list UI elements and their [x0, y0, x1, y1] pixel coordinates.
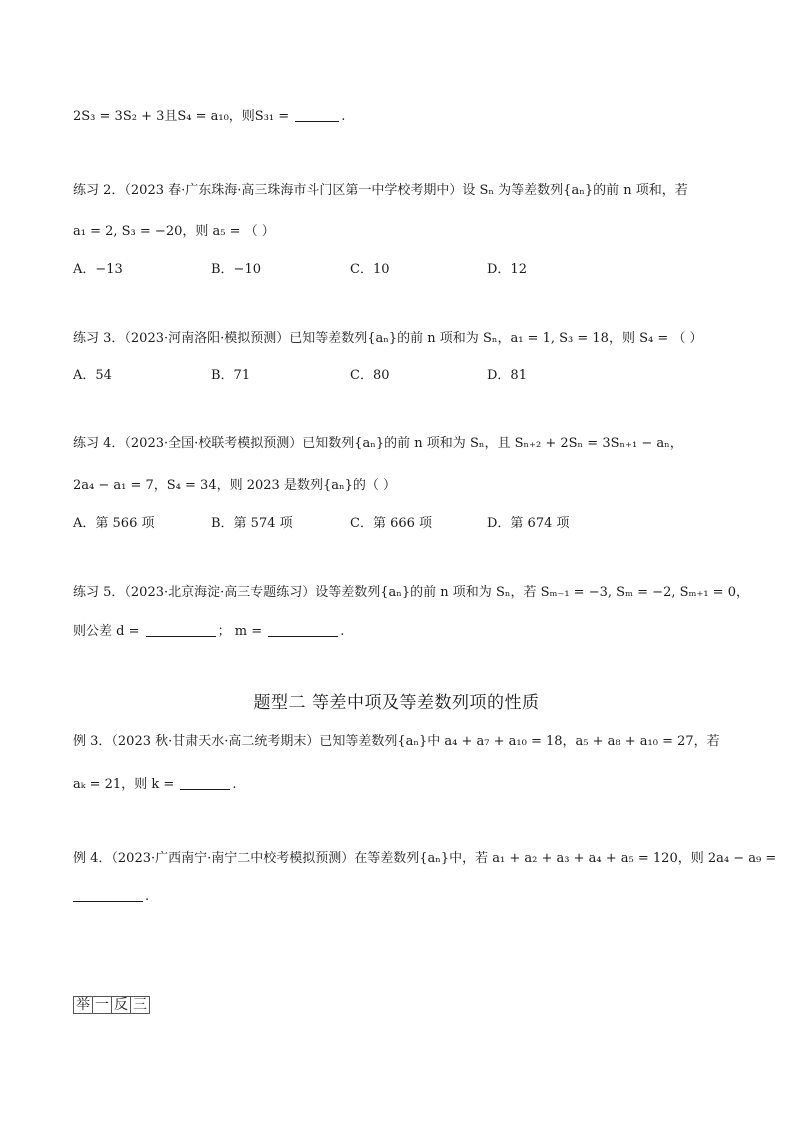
exercise-5-stem-cont: 则公差 d = ； m = .	[73, 624, 345, 639]
exercise-2-stem-cont: a₁ = 2, S₃ = −20，则 a₅ = （ ）	[73, 224, 275, 239]
option-c[interactable]: C．10	[350, 262, 390, 277]
answer-blank[interactable]	[73, 889, 143, 902]
option-a[interactable]: A．−13	[73, 262, 123, 277]
exercise-3-stem: 练习 3．（2023·河南洛阳·模拟预测）已知等差数列{aₙ}的前 n 项和为 Sₙ，a₁ = 1, S₃ = 18，则 S₄ = （ ）	[73, 331, 703, 346]
answer-blank-d[interactable]	[146, 624, 216, 637]
box-char: 举	[73, 996, 93, 1014]
exercise-2-stem: 练习 2．（2023 春·广东珠海·高三珠海市斗门区第一中学校考期中）设 Sₙ 为等差数列{aₙ}的前 n 项和，若	[73, 183, 688, 198]
exercise-5-stem: 练习 5．（2023·北京海淀·高三专题练习）设等差数列{aₙ}的前 n 项和为 Sₙ，若 Sₘ₋₁ = −3, Sₘ = −2, Sₘ₊₁ = 0，	[73, 585, 749, 600]
example-3-stem: 例 3．（2023 秋·甘肃天水·高二统考期末）已知等差数列{aₙ}中 a₄ + a₇ + a₁₀ = 18，a₅ + a₈ + a₁₀ = 27，若	[73, 734, 720, 749]
option-a[interactable]: A．54	[73, 368, 112, 383]
box-char: 一	[92, 996, 112, 1014]
option-c[interactable]: C．第 666 项	[350, 516, 433, 531]
example-4-stem: 例 4．（2023·广西南宁·南宁二中校考模拟预测）在等差数列{aₙ}中，若 a₁ + a₂ + a₃ + a₄ + a₅ = 120，则 2a₄ − a₉ =	[73, 851, 777, 866]
option-b[interactable]: B．第 574 项	[211, 516, 293, 531]
question-fragment: 2S₃ = 3S₂ + 3且S₄ = a₁₀，则S₃₁ = .	[73, 109, 346, 124]
option-b[interactable]: B．71	[211, 368, 251, 383]
exercise-4-stem: 练习 4．（2023·全国·校联考模拟预测）已知数列{aₙ}的前 n 项和为 Sₙ，且 Sₙ₊₂ + 2Sₙ = 3Sₙ₊₁ − aₙ，	[73, 436, 683, 451]
answer-blank[interactable]	[295, 109, 339, 122]
answer-blank-m[interactable]	[268, 624, 338, 637]
example-3-stem-cont: aₖ = 21，则 k = .	[73, 777, 237, 792]
option-a[interactable]: A．第 566 项	[73, 516, 155, 531]
option-b[interactable]: B．−10	[211, 262, 261, 277]
box-char: 三	[130, 996, 150, 1014]
option-d[interactable]: D．12	[487, 262, 527, 277]
answer-blank-k[interactable]	[180, 777, 230, 790]
practice-label-box	[73, 996, 149, 1014]
option-d[interactable]: D．第 674 项	[487, 516, 570, 531]
example-4-stem-cont: .	[73, 888, 149, 906]
box-char: 反	[111, 996, 131, 1014]
option-c[interactable]: C．80	[350, 368, 390, 383]
option-d[interactable]: D．81	[487, 368, 527, 383]
section-title: 题型二 等差中项及等差数列项的性质	[253, 693, 540, 713]
exercise-4-stem-cont: 2a₄ − a₁ = 7，S₄ = 34，则 2023 是数列{aₙ}的（ ）	[73, 478, 396, 493]
